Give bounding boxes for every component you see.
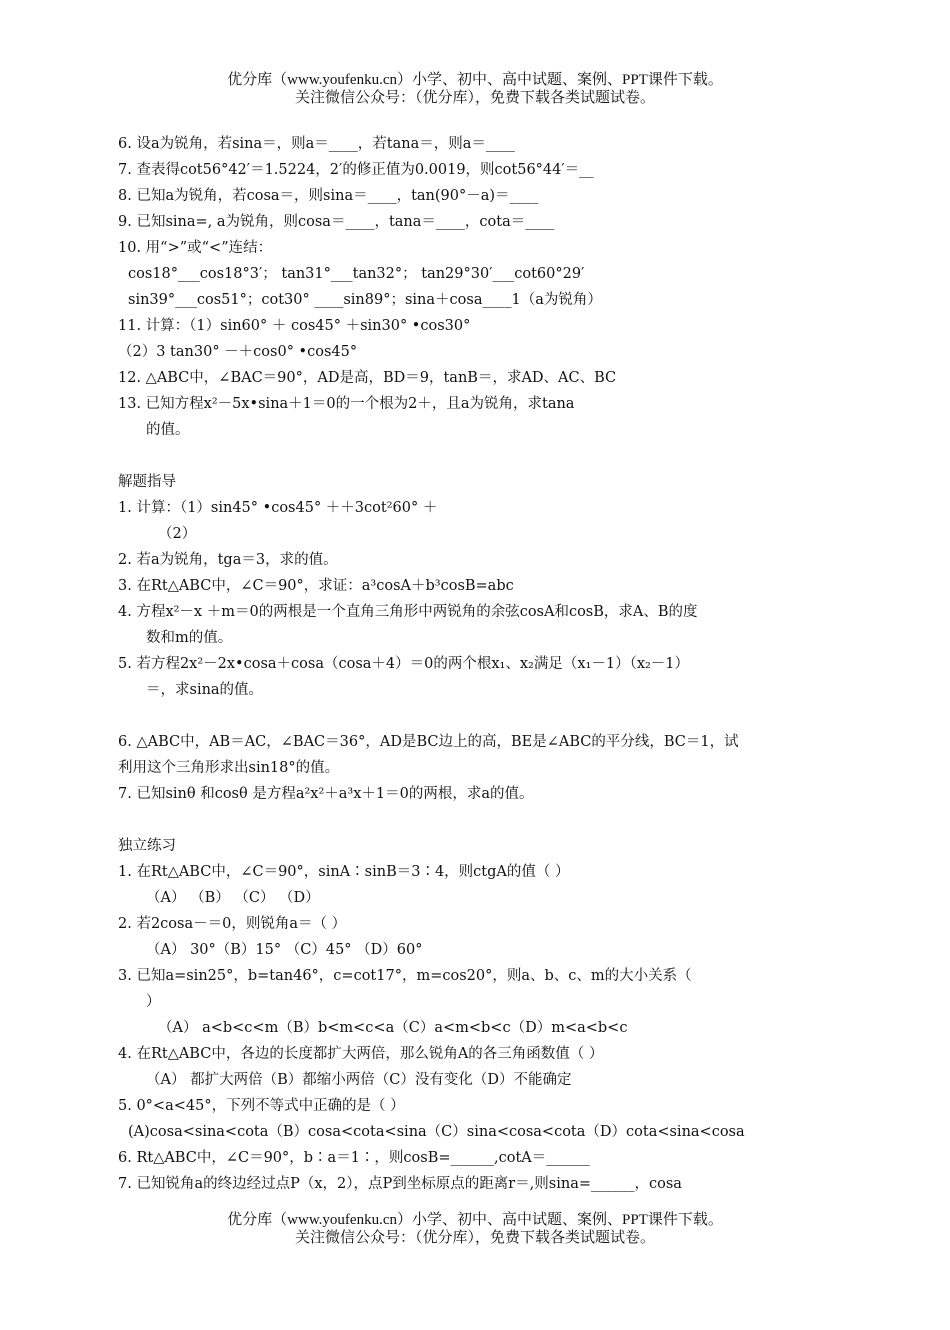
practice-q2: 2. 若2cosa－＝0，则锐角a＝（ ） [118,916,347,932]
practice-q7: 7. 已知锐角a的终边经过点P（x，2），点P到坐标原点的距离r＝,则sina=______，cosa [118,1176,682,1192]
guide-q6-cont: 利用这个三角形求出sin18°的值。 [118,760,340,776]
question-10-row-2: sin39°___cos51°；cot30° ____sin89°；sina＋cosa____1（a为锐角） [128,292,602,308]
page-header [0,71,950,107]
practice-q2-options: （A） 30°（B）15° （C）45° （D）60° [146,942,423,958]
document-body [118,131,838,1197]
footer-line-2: 关注微信公众号：（优分库），免费下载各类试题试卷。 [294,1230,655,1246]
question-9: 9. 已知sina=, a为锐角，则cosa＝____，tana＝____，cota＝____ [118,214,555,230]
question-11-part-2: （2）3 tan30° －＋cos0° •cos45° [118,344,358,360]
question-10-row-1: cos18°___cos18°3′； tan31°___tan32°； tan29°30′___cot60°29′ [128,266,585,282]
guide-q3: 3. 在Rt△ABC中，∠C＝90°，求证：a³cosA＋b³cosB=abc [118,578,514,594]
guide-q4-cont: 数和m的值。 [146,630,233,646]
header-line-2: 关注微信公众号：（优分库），免费下载各类试题试卷。 [294,90,655,106]
question-13: 13. 已知方程x²－5x•sina＋1＝0的一个根为2＋，且a为锐角，求tana [118,396,575,412]
guide-q5-cont: ＝，求sina的值。 [146,682,264,698]
exercise-part-1 [118,131,838,443]
practice-q5: 5. 0°<a<45°，下列不等式中正确的是（ ） [118,1098,405,1114]
guide-q1-part-2: （2） [158,526,197,542]
guide-q7: 7. 已知sinθ 和cosθ 是方程a²x²＋a³x＋1＝0的两根，求a的值。 [118,786,534,802]
question-13-cont: 的值。 [146,422,190,438]
question-12: 12. △ABC中，∠BAC＝90°，AD是高，BD＝9，tanB＝，求AD、AC、BC [118,370,617,386]
header-line-1: 优分库（www.youfenku.cn）小学、初中、高中试题、案例、PPT课件下载。 [227,72,723,88]
guide-q6: 6. △ABC中，AB＝AC，∠BAC＝36°，AD是BC边上的高，BE是∠ABC的平分线，BC＝1，试 [118,734,739,750]
practice-q3-options: （A） a<b<c<m（B）b<m<c<a（C）a<m<b<c（D）m<a<b<c [158,1020,628,1036]
footer-line-1: 优分库（www.youfenku.cn）小学、初中、高中试题、案例、PPT课件下载。 [227,1212,723,1228]
section-title-practice: 独立练习 [118,838,176,854]
question-8: 8. 已知a为锐角，若cosa＝，则sina＝____，tan(90°－a)＝____ [118,188,539,204]
practice-q3: 3. 已知a=sin25°，b=tan46°，c=cot17°，m=cos20°，则a、b、c、m的大小关系（ [118,968,692,984]
practice-q5-options: (A)cosa<sina<cota（B）cosa<cota<sina（C）sina<cosa<cota（D）cota<sina<cosa [128,1124,745,1140]
page-footer [0,1211,950,1247]
section-title-guide: 解题指导 [118,474,176,490]
question-6: 6. 设a为锐角，若sina＝，则a＝____，若tana＝，则a＝____ [118,136,515,152]
practice-q6: 6. Rt△ABC中，∠C＝90°，b∶a＝1∶，则cosB=______,cotA＝______ [118,1150,590,1166]
guide-section [118,469,838,807]
practice-q4: 4. 在Rt△ABC中，各边的长度都扩大两倍，那么锐角A的各三角函数值（ ） [118,1046,604,1062]
question-11: 11. 计算：（1）sin60° ＋ cos45° ＋sin30° •cos30° [118,318,471,334]
question-7: 7. 查表得cot56°42′＝1.5224，2′的修正值为0.0019，则cot56°44′＝__ [118,162,594,178]
guide-q1: 1. 计算：（1）sin45° •cos45° ＋＋3cot²60° ＋ [118,500,438,516]
guide-q4: 4. 方程x²－x ＋m＝0的两根是一个直角三角形中两锐角的余弦cosA和cosB，求A、B的度 [118,604,698,620]
guide-q5: 5. 若方程2x²－2x•cosa＋cosa（cosa＋4）＝0的两个根x₁、x₂满足（x₁－1）（x₂－1） [118,656,690,672]
question-10: 10. 用“>”或“<”连结： [118,240,273,256]
guide-q2: 2. 若a为锐角，tga＝3，求的值。 [118,552,338,568]
practice-q1: 1. 在Rt△ABC中，∠C＝90°，sinA∶sinB＝3∶4，则ctgA的值（ ） [118,864,570,880]
practice-q1-options: （A） （B） （C） （D） [146,890,320,906]
practice-q3-cont: ） [146,994,161,1010]
practice-section [118,833,838,1197]
practice-q4-options: （A） 都扩大两倍（B）都缩小两倍（C）没有变化（D）不能确定 [146,1072,572,1088]
